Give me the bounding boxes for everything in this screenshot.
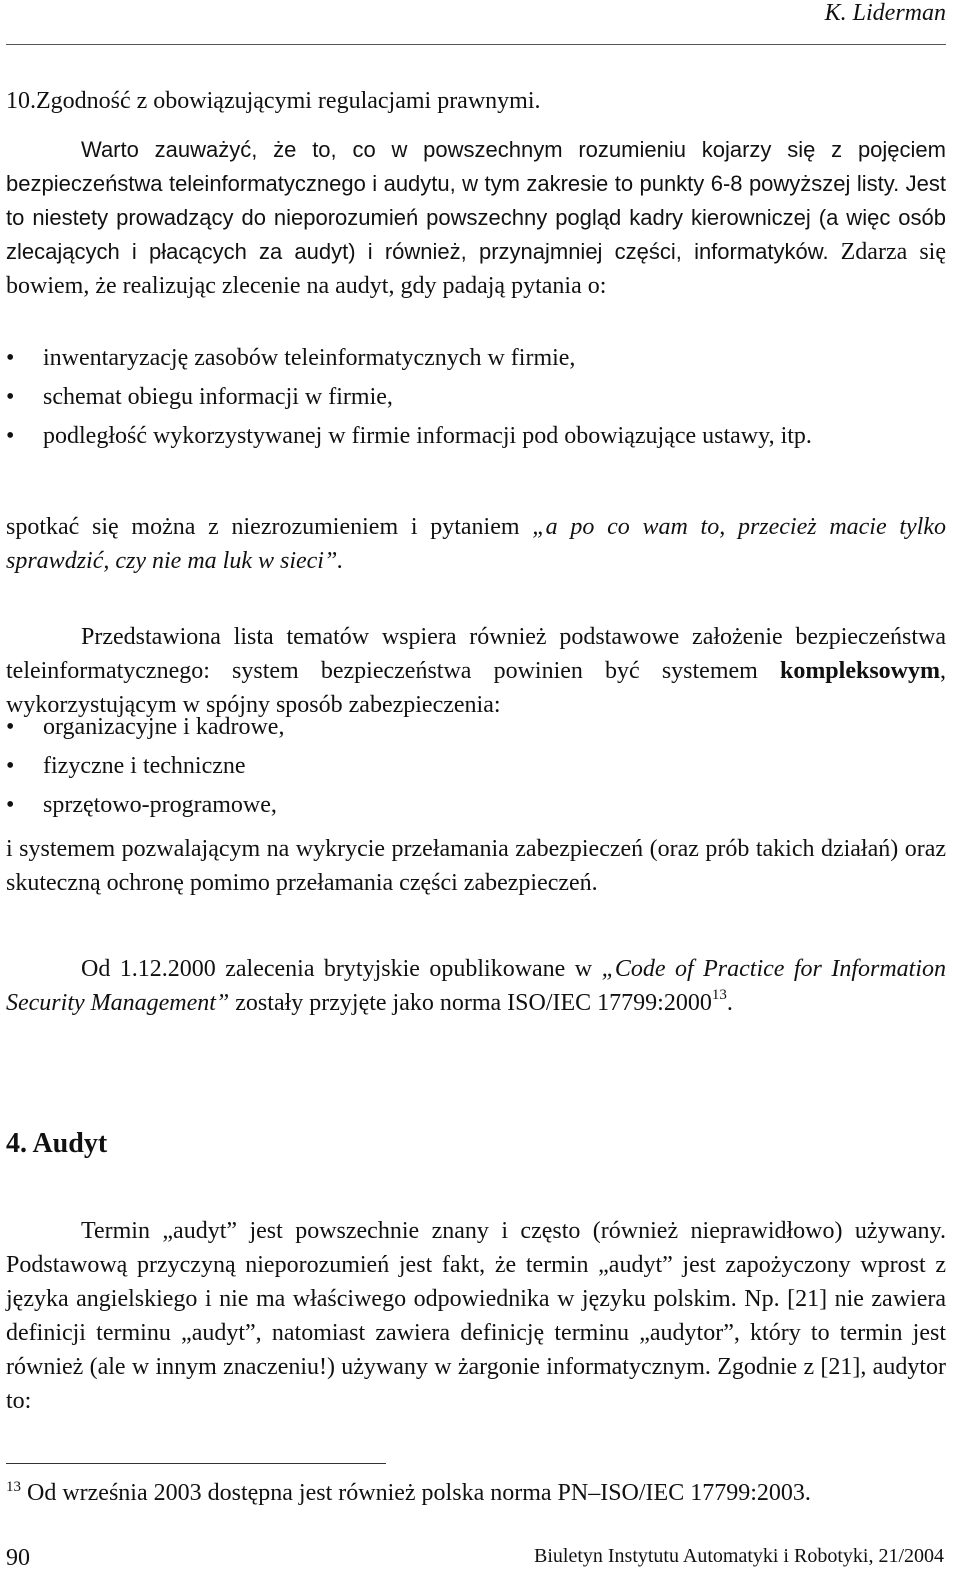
bullet-item-physical: • fizyczne i techniczne (6, 749, 946, 783)
paragraph-termin: Termin „audyt” jest powszechnie znany i często (również nieprawidłowo) używany. Podstawową przyczyną nieporozumień jest fakt, że termin „audyt” jest zapożyczony wprost z języka angielskiego i nie ma właściwego odpowiednika w języku polskim. Np. [21] nie zawiera definicji terminu „audyt”, natomiast zawiera definicję terminu „audytor”, który to termin jest również (ale w innym znaczeniu!) używany w żargonie informatycznym. Zgodnie z [21], audytor to: (6, 1218, 946, 1414)
paragraph-spotkac-text: spotkać się można z niezrozumieniem i pytaniem (6, 514, 533, 540)
paragraph-warto-sans-part: Warto zauważyć, że to, co w powszechnym rozumieniu kojarzy się z pojęciem bezpieczeństwa teleinformatycznego i audytu, w tym zakresie to punkty 6-8 powyższej listy. Jest to niestety prowadzący do nieporozumień powszechny pogląd kadry kierowniczej (a więc osób zlecających i płacących za audyt) i również, przynajmniej części, informatyków. (6, 137, 946, 264)
bullet-item-organizational: • organizacyjne i kadrowe, (6, 710, 946, 744)
paragraph-od-2000-end: . (726, 990, 733, 1016)
paragraph-warto (6, 133, 946, 303)
paragraph-od-2000-middle: zostały przyjęte jako norma ISO/IEC 17799:2000 (229, 990, 712, 1016)
paragraph-przedstawiona (6, 620, 946, 722)
paragraph-od-2000-title: „Code of Practice for Information Security Management” (6, 956, 946, 1016)
paragraph-spotkac-quote: „a po co wam to, przecież macie tylko sprawdzić, czy nie ma luk w sieci”. (6, 514, 946, 574)
paragraph-i-systemem: i systemem pozwalającym na wykrycie przełamania zabezpieczeń (oraz prób takich działań) oraz skuteczną ochronę pomimo przełamania części zabezpieczeń. (6, 836, 946, 896)
running-header-author: K. Liderman (824, 0, 946, 26)
footnote-rule (6, 1463, 386, 1464)
paragraph-przedstawiona-after: , wykorzystującym w spójny sposób zabezpieczenia: (6, 658, 946, 718)
paragraph-od-2000 (6, 952, 946, 1020)
paragraph-przedstawiona-text: Przedstawiona lista tematów wspiera również podstawowe założenie bezpieczeństwa teleinformatycznego: system bezpieczeństwa powinien być systemem (6, 624, 946, 684)
paragraph-od-2000-text: Od 1.12.2000 zalecenia brytyjskie opublikowane w (81, 956, 602, 982)
footnote (6, 1478, 811, 1508)
bullet-item-legal: • podległość wykorzystywanej w firmie informacji pod obowiązujące ustawy, itp. (6, 419, 946, 453)
paragraph-warto-serif-part: Zdarza się bowiem, że realizując zlecenie na audyt, gdy padają pytania o: (6, 239, 946, 299)
footnote-reference: 13 (711, 987, 727, 1003)
paragraph-przedstawiona-bold: kompleksowym (779, 658, 940, 684)
bullet-list-safeguards (6, 710, 946, 827)
bullet-list-questions (6, 341, 946, 458)
bullet-item-inventory: • inwentaryzację zasobów teleinformatycznych w firmie, (6, 341, 946, 375)
page-number: 90 (6, 1545, 30, 1571)
paragraph-spotkac (6, 510, 946, 578)
footnote-text: Od września 2003 dostępna jest również polska norma PN–ISO/IEC 17799:2003. (21, 1480, 811, 1506)
section-heading: 4. Audyt (6, 1128, 108, 1159)
header-rule (6, 44, 946, 45)
list-item-10: 10.Zgodność z obowiązującymi regulacjami prawnymi. (6, 88, 541, 114)
bullet-item-info-flow: • schemat obiegu informacji w firmie, (6, 380, 946, 414)
bullet-item-hardware-software: • sprzętowo-programowe, (6, 788, 946, 822)
journal-footer: Biuletyn Instytutu Automatyki i Robotyki, 21/2004 (533, 1545, 944, 1567)
footnote-number: 13 (6, 1479, 21, 1495)
